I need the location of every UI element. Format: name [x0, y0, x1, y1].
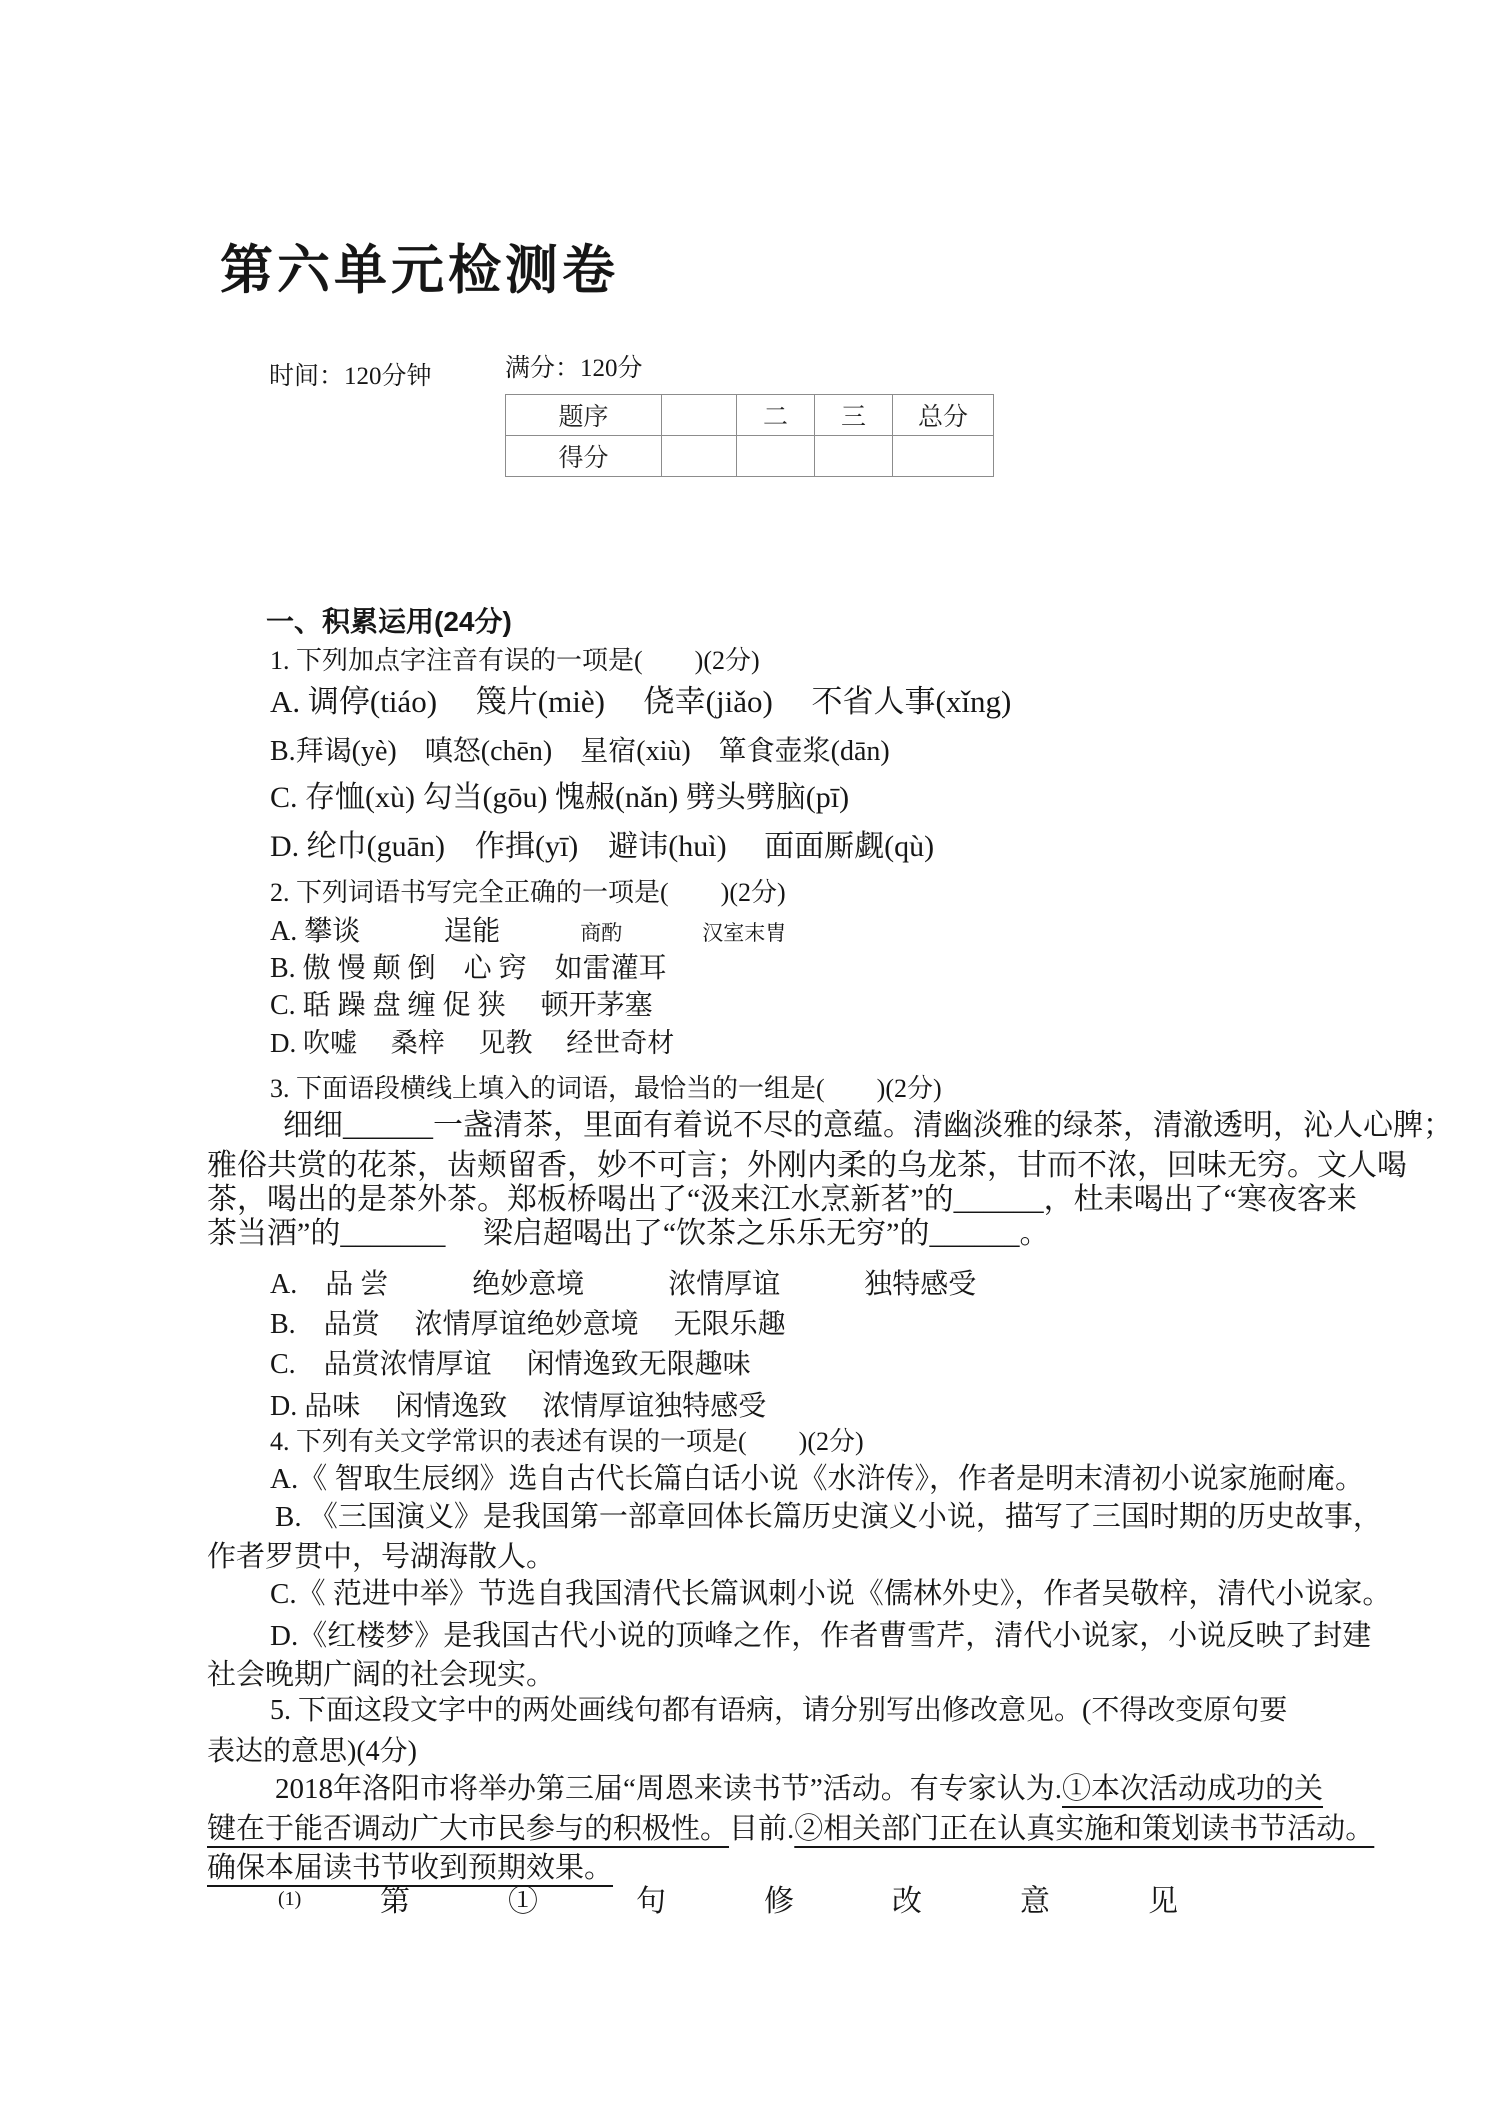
q3-passage-line1: 细细______一盏清茶，里面有着说不尽的意蕴。清幽淡雅的绿茶，清澈透明，沁人心脾；	[283, 1109, 1453, 1142]
q5-passage-line1	[275, 1766, 1323, 1807]
q5-passage-underlined-sentence2-end: 确保本届读书节收到预期效果。	[207, 1852, 614, 1884]
score-table-score-row	[506, 436, 994, 477]
score-table-cell-blank	[893, 436, 994, 477]
q5-stem-line1: 5. 下面这段文字中的两处画线句都有语病，请分别写出修改意见。(不得改变原句要	[270, 1695, 1288, 1726]
q4-option-b-line2: 作者罗贯中，号湖海散人。	[207, 1541, 556, 1573]
q1-option-c: C. 存恤(xù) 勾当(gōu) 愧赧(nǎn) 劈头劈脑(pī)	[270, 781, 850, 814]
q4-option-d-line2: 社会晚期广阔的社会现实。	[207, 1659, 556, 1691]
q1-option-b: B.拜谒(yè) 嗔怒(chēn) 星宿(xiù) 箪食壶浆(dān)	[270, 736, 890, 767]
score-table-header-row	[506, 395, 994, 436]
q5-passage-underlined-sentence1-end: 键在于能否调动广大市民参与的积极性。	[207, 1813, 730, 1845]
score-table	[505, 394, 994, 477]
score-table-cell-blank	[737, 436, 815, 477]
q3-passage-line2: 雅俗共赏的花茶，齿颊留香，妙不可言；外刚内柔的乌龙茶，甘而不浓，回味无穷。文人喝	[207, 1149, 1407, 1182]
q4-option-b-line1: B. 《三国演义》是我国第一部章回体长篇历史演义小说，描写了三国时期的历史故事，	[275, 1501, 1382, 1533]
section-one-heading: 一、积累运用(24分)	[266, 606, 512, 637]
score-table-cell-blank	[815, 436, 893, 477]
q1-option-d: D. 纶巾(guān) 作揖(yī) 避讳(huì) 面面厮觑(qù)	[270, 830, 935, 863]
q3-passage-line4: 茶当酒”的_______ 梁启超喝出了“饮茶之乐乐无穷”的______。	[207, 1217, 1050, 1250]
score-table-cell-question-order: 题序	[506, 395, 662, 436]
q2-option-d: D. 吹嘘 桑梓 见教 经世奇材	[270, 1028, 675, 1058]
score-table-cell-col3: 三	[815, 395, 893, 436]
q2-option-a	[270, 909, 786, 949]
q5-passage-underlined-sentence1-start: ①本次活动成功的关	[1062, 1773, 1324, 1805]
score-table-cell-col2: 二	[737, 395, 815, 436]
score-table-cell-blank	[662, 436, 737, 477]
q3-option-a: A. 品 尝 绝妙意境 浓情厚谊 独特感受	[270, 1269, 977, 1300]
q3-option-d: D. 品味 闲情逸致 浓情厚谊独特感受	[270, 1391, 767, 1422]
q1-option-a: A. 调停(tiáo) 篾片(miè) 侥幸(jiǎo) 不省人事(xǐng)	[270, 684, 1012, 719]
q5-answer-prompt-spread: 第①句修改意见	[380, 1885, 1276, 1918]
q5-passage-plain-segment: 目前.	[729, 1813, 795, 1845]
q5-passage-line2	[207, 1806, 1374, 1847]
q2-option-c: C. 聒 躁 盘 缠 促 狭 顿开茅塞	[270, 990, 653, 1021]
time-limit-label: 时间：120分钟	[269, 363, 432, 390]
score-table-cell-col1	[662, 395, 737, 436]
q4-option-c: C.《 范进中举》节选自我国清代长篇讽刺小说《儒林外史》，作者吴敬梓，清代小说家。	[270, 1578, 1392, 1610]
q5-stem-line2: 表达的意思)(4分)	[207, 1736, 417, 1767]
exam-title: 第六单元检测卷	[220, 242, 619, 300]
full-score-label: 满分：120分	[505, 355, 643, 382]
q5-passage-underlined-sentence2-start: ②相关部门正在认真实施和策划读书节活动。	[794, 1813, 1375, 1845]
score-table-cell-score-label: 得分	[506, 436, 662, 477]
q3-option-c: C. 品赏浓情厚谊 闲情逸致无限趣味	[270, 1349, 751, 1380]
q2-option-b: B. 傲 慢 颠 倒 心 窍 如雷灌耳	[270, 953, 667, 984]
q1-stem: 1. 下列加点字注音有误的一项是( )(2分)	[270, 646, 760, 675]
q4-stem: 4. 下列有关文学常识的表述有误的一项是( )(2分)	[270, 1427, 864, 1456]
score-table-cell-total: 总分	[893, 395, 994, 436]
q5-answer-item-number: (1)	[278, 1888, 302, 1910]
q2-option-a-word4: 汉室末胄	[702, 921, 787, 945]
q2-option-a-word3: 商酌	[580, 921, 623, 945]
q3-option-b: B. 品赏 浓情厚谊绝妙意境 无限乐趣	[270, 1309, 786, 1340]
q3-passage-line3: 茶，喝出的是茶外茶。郑板桥喝出了“汲来江水烹新茗”的______，杜耒喝出了“寒夜客来	[207, 1183, 1357, 1216]
q4-option-a: A.《 智取生辰纲》选自古代长篇白话小说《水浒传》，作者是明末清初小说家施耐庵。	[270, 1463, 1364, 1495]
q5-passage-plain-segment: 2018年洛阳市将举办第三届“周恩来读书节”活动。有专家认为.	[275, 1773, 1062, 1805]
q3-stem: 3. 下面语段横线上填入的词语，最恰当的一组是( )(2分)	[270, 1074, 942, 1103]
q2-option-a-main: A. 攀谈 逞能	[270, 916, 501, 947]
q4-option-d-line1: D.《红楼梦》是我国古代小说的顶峰之作，作者曹雪芹，清代小说家，小说反映了封建	[270, 1620, 1372, 1652]
q2-stem: 2. 下列词语书写完全正确的一项是( )(2分)	[270, 878, 786, 907]
